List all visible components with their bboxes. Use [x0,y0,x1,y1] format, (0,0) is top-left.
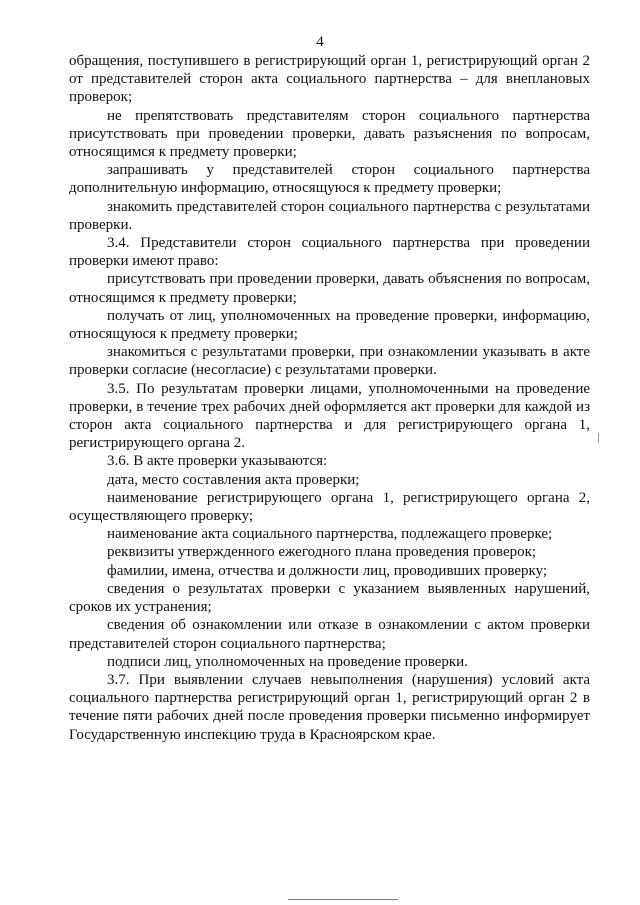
document-body [69,52,590,744]
paragraph: обращения, поступившего в регистрирующий орган 1, регистрирующий орган 2 от представителей сторон акта социального партнерства – для внеплановых проверок; [69,53,590,106]
paragraph: знакомиться с результатами проверки, при ознакомлении указывать в акте проверки согласие (несогласие) с результатами проверки. [69,344,590,379]
paragraph: сведения об ознакомлении или отказе в ознакомлении с актом проверки представителей сторон социального партнерства; [69,617,590,652]
paragraph: 3.4. Представители сторон социального партнерства при проведении проверки имеют право: [69,235,590,270]
paragraph: запрашивать у представителей сторон социального партнерства дополнительную информацию, относящуюся к предмету проверки; [69,162,590,197]
page-number: 4 [316,34,324,50]
paragraph: знакомить представителей сторон социального партнерства с результатами проверки. [69,198,590,233]
paragraph: присутствовать при проведении проверки, давать объяснения по вопросам, относящимся к предмету проверки; [69,271,590,306]
paragraph: сведения о результатах проверки с указанием выявленных нарушений, сроков их устранения; [69,580,590,616]
paragraph: фамилии, имена, отчества и должности лиц, проводивших проверку; [107,562,548,579]
paragraph: не препятствовать представителям сторон социального партнерства присутствовать при проведении проверки, давать разъяснения по вопросам, относящимся к предмету проверки; [69,107,590,161]
paragraph: наименование акта социального партнерства, подлежащего проверке; [107,526,553,543]
paragraph: получать от лиц, уполномоченных на проведение проверки, информацию, относящуюся к предмету проверки; [69,307,590,343]
paragraph: 3.6. В акте проверки указываются: [107,453,328,470]
paragraph: реквизиты утвержденного ежегодного плана проведения проверок; [107,544,537,561]
paragraph: 3.5. По результатам проверки лицами, уполномоченными на проведение проверки, в течение трех рабочих дней оформляется акт проверки для каждой из сторон акта социального партнерства и для регистрирующего органа 1, регистрирующего органа 2. [69,380,590,452]
scan-margin-mark [598,433,599,443]
paragraph: 3.7. При выявлении случаев невыполнения (нарушения) условий акта социального партнерства регистрирующий орган 1, регистрирующий орган 2 в течение пяти рабочих дней после проведения проверки письменно информирует Государственную инспекцию труда в Красноярском крае. [69,671,590,743]
scan-bottom-line [288,899,398,900]
paragraph: подписи лиц, уполномоченных на проведение проверки. [107,653,468,670]
paragraph: дата, место составления акта проверки; [107,471,360,488]
paragraph: наименование регистрирующего органа 1, регистрирующего органа 2, осуществляющего проверку; [69,489,590,525]
